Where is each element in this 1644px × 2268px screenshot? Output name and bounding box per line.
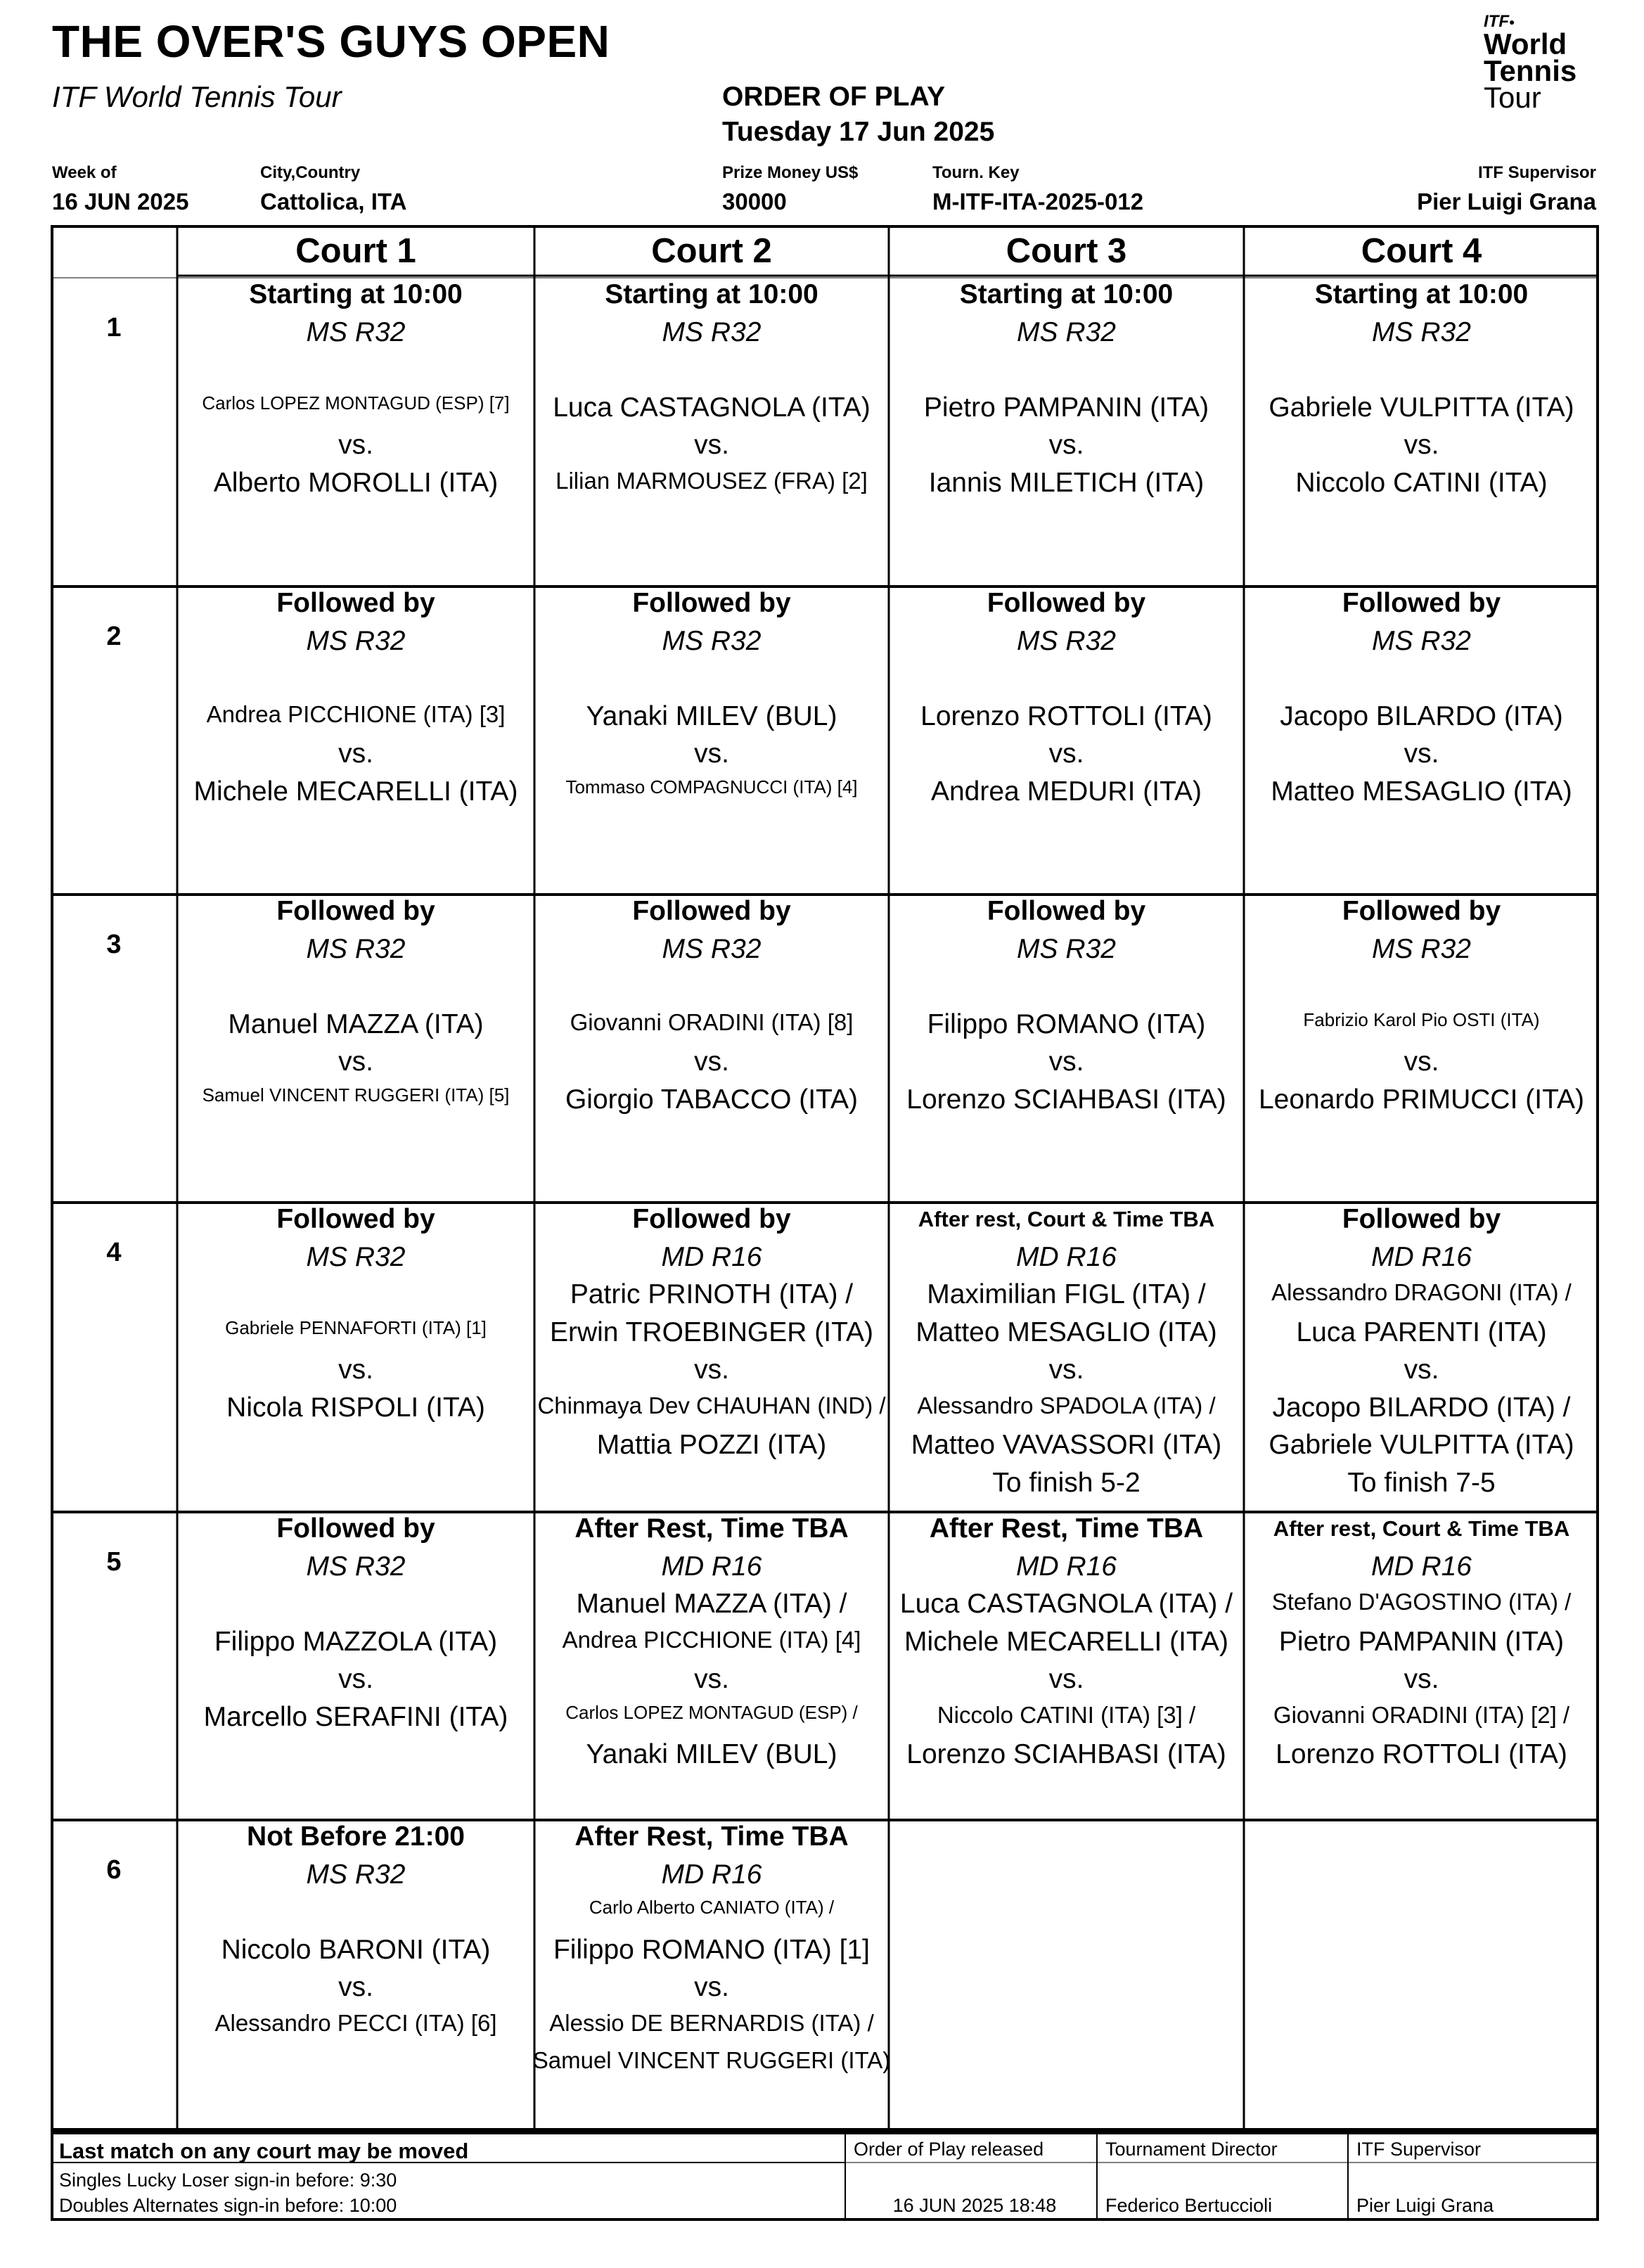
versus-label: vs. xyxy=(338,1664,373,1694)
match-cell xyxy=(1244,1820,1599,2122)
player-one: Filippo MAZZOLA (ITA) xyxy=(214,1626,498,1657)
player-one: Jacopo BILARDO (ITA) xyxy=(1280,700,1563,731)
match-header: Followed by xyxy=(276,588,435,618)
released-value: 16 JUN 2025 18:48 xyxy=(892,2195,1057,2216)
match-cell xyxy=(1244,895,1599,1197)
footer-box xyxy=(51,2133,1599,2221)
match-round: MS R32 xyxy=(306,933,406,964)
match-header: After rest, Court & Time TBA xyxy=(918,1207,1215,1231)
player-one: Gabriele VULPITTA (ITA) xyxy=(1269,392,1574,423)
versus-label: vs. xyxy=(694,1664,729,1694)
match-round: MS R32 xyxy=(306,1551,406,1582)
match-round: MD R16 xyxy=(1015,1241,1117,1272)
court-header-1: Court 1 xyxy=(295,232,416,270)
team-one-player-a: Luca CASTAGNOLA (ITA) / xyxy=(899,1589,1233,1619)
order-of-play-heading xyxy=(722,79,994,150)
player-one: Carlos LOPEZ MONTAGUD (ESP) [7] xyxy=(202,392,510,414)
versus-label: vs. xyxy=(1404,1046,1439,1077)
match-cell xyxy=(534,1512,889,1814)
player-two: Samuel VINCENT RUGGERI (ITA) [5] xyxy=(202,1084,510,1106)
player-two: Matteo MESAGLIO (ITA) xyxy=(1271,776,1572,807)
team-two-player-a: Alessandro SPADOLA (ITA) / xyxy=(917,1392,1216,1418)
match-round: MS R32 xyxy=(306,1859,406,1890)
player-two: Michele MECARELLI (ITA) xyxy=(193,776,518,807)
play-date: Tuesday 17 Jun 2025 xyxy=(722,117,995,147)
row-number: 1 xyxy=(106,313,122,342)
team-one-player-a: Stefano D'AGOSTINO (ITA) / xyxy=(1271,1589,1572,1615)
match-round: MS R32 xyxy=(662,625,762,656)
versus-label: vs. xyxy=(694,1972,729,2002)
footer-note: Last match on any court may be moved xyxy=(59,2139,469,2163)
match-cell xyxy=(534,1203,889,1505)
week-value: 16 JUN 2025 xyxy=(52,188,189,214)
prize-value: 30000 xyxy=(722,188,787,214)
team-two-player-b: Gabriele VULPITTA (ITA) xyxy=(1269,1430,1574,1460)
match-round: MS R32 xyxy=(1372,316,1471,347)
match-cell xyxy=(177,1512,534,1814)
city-label: City,Country xyxy=(260,163,361,182)
versus-label: vs. xyxy=(694,1046,729,1077)
match-header: Starting at 10:00 xyxy=(249,279,463,309)
player-one: Gabriele PENNAFORTI (ITA) [1] xyxy=(225,1316,487,1338)
itf-world-tennis-tour-logo xyxy=(1484,13,1610,125)
match-cell xyxy=(177,895,534,1197)
team-two-player-a: Giovanni ORADINI (ITA) [2] / xyxy=(1273,1701,1570,1728)
match-cell xyxy=(889,895,1244,1197)
court-header-4: Court 4 xyxy=(1361,232,1482,270)
player-one: Niccolo BARONI (ITA) xyxy=(221,1934,491,1965)
match-cell xyxy=(889,1820,1244,2122)
match-round: MS R32 xyxy=(1017,316,1116,347)
team-one-player-b: Michele MECARELLI (ITA) xyxy=(904,1626,1228,1657)
versus-label: vs. xyxy=(1404,1354,1439,1385)
team-two-player-b: Lorenzo SCIAHBASI (ITA) xyxy=(906,1739,1226,1769)
logo-itf-text: ITF● xyxy=(1484,12,1515,31)
match-cell xyxy=(889,587,1244,889)
versus-label: vs. xyxy=(1048,1664,1084,1694)
match-round: MD R16 xyxy=(1370,1241,1472,1272)
versus-label: vs. xyxy=(1404,1664,1439,1694)
versus-label: vs. xyxy=(1048,738,1084,769)
player-one: Lorenzo ROTTOLI (ITA) xyxy=(920,700,1212,731)
logo-tennis-text: Tennis xyxy=(1484,54,1577,87)
match-round: MD R16 xyxy=(661,1551,762,1582)
player-one: Manuel MAZZA (ITA) xyxy=(228,1008,484,1039)
versus-label: vs. xyxy=(694,1354,729,1385)
player-two: Iannis MILETICH (ITA) xyxy=(928,467,1205,498)
team-two-player-b: Yanaki MILEV (BUL) xyxy=(586,1739,837,1769)
row-number: 2 xyxy=(106,622,122,651)
match-cell xyxy=(1244,278,1599,580)
tourn-key-label: Tourn. Key xyxy=(932,163,1020,182)
versus-label: vs. xyxy=(694,738,729,769)
director-label: Tournament Director xyxy=(1105,2139,1278,2160)
team-one-player-a: Patric PRINOTH (ITA) / xyxy=(570,1279,854,1309)
player-two: Alessandro PECCI (ITA) [6] xyxy=(214,2009,497,2036)
match-cell xyxy=(177,1820,534,2122)
match-cell xyxy=(889,1512,1244,1814)
player-two: Niccolo CATINI (ITA) xyxy=(1295,467,1548,498)
player-one: Pietro PAMPANIN (ITA) xyxy=(923,392,1209,423)
match-header: Followed by xyxy=(632,1204,791,1234)
versus-label: vs. xyxy=(338,1972,373,2002)
team-two-player-b: Lorenzo ROTTOLI (ITA) xyxy=(1276,1739,1567,1769)
versus-label: vs. xyxy=(1048,430,1084,460)
versus-label: vs. xyxy=(1404,430,1439,460)
row-number: 5 xyxy=(106,1547,122,1577)
lucky-loser-signin: Singles Lucky Loser sign-in before: 9:30 xyxy=(59,2170,397,2191)
order-of-play-label: ORDER OF PLAY xyxy=(722,82,946,112)
logo-world-text: World xyxy=(1484,27,1567,60)
versus-label: vs. xyxy=(1048,1354,1084,1385)
player-one: Andrea PICCHIONE (ITA) [3] xyxy=(206,700,506,727)
row-number: 4 xyxy=(106,1238,122,1267)
match-header: After Rest, Time TBA xyxy=(929,1513,1204,1544)
versus-label: vs. xyxy=(694,430,729,460)
team-two-player-b: Matteo VAVASSORI (ITA) xyxy=(911,1430,1222,1460)
versus-label: vs. xyxy=(1404,738,1439,769)
match-cell xyxy=(534,1820,889,2122)
match-cell xyxy=(534,895,889,1197)
match-round: MS R32 xyxy=(1372,933,1471,964)
versus-label: vs. xyxy=(338,738,373,769)
alternates-signin: Doubles Alternates sign-in before: 10:00 xyxy=(59,2195,397,2216)
match-round: MD R16 xyxy=(661,1241,762,1272)
score-note: To finish 7-5 xyxy=(1347,1467,1496,1498)
versus-label: vs. xyxy=(338,430,373,460)
player-one: Fabrizio Karol Pio OSTI (ITA) xyxy=(1303,1008,1540,1030)
versus-label: vs. xyxy=(338,1354,373,1385)
prize-label: Prize Money US$ xyxy=(722,163,859,182)
released-label: Order of Play released xyxy=(854,2139,1044,2160)
row-number: 6 xyxy=(106,1855,122,1885)
match-cell xyxy=(534,278,889,580)
match-header: Followed by xyxy=(1342,588,1501,618)
player-one: Giovanni ORADINI (ITA) [8] xyxy=(570,1008,854,1035)
match-header: Followed by xyxy=(632,588,791,618)
match-header: Followed by xyxy=(276,896,435,926)
team-one-player-a: Manuel MAZZA (ITA) / xyxy=(576,1589,847,1619)
match-cell xyxy=(889,278,1244,580)
match-round: MS R32 xyxy=(662,316,762,347)
tourn-key-value: M-ITF-ITA-2025-012 xyxy=(932,188,1144,214)
match-cell xyxy=(177,587,534,889)
match-round: MS R32 xyxy=(662,933,762,964)
team-two-player-b: Samuel VINCENT RUGGERI (ITA) xyxy=(532,2047,891,2073)
player-one: Yanaki MILEV (BUL) xyxy=(586,700,837,731)
player-two: Giorgio TABACCO (ITA) xyxy=(565,1084,859,1115)
match-header: Followed by xyxy=(987,588,1146,618)
match-round: MS R32 xyxy=(306,1241,406,1272)
match-round: MS R32 xyxy=(1017,933,1116,964)
logo-tour-text: Tour xyxy=(1484,81,1541,114)
court-header-2: Court 2 xyxy=(651,232,772,270)
match-header: Followed by xyxy=(1342,896,1501,926)
team-one-player-a: Carlo Alberto CANIATO (ITA) / xyxy=(589,1897,835,1918)
player-two: Leonardo PRIMUCCI (ITA) xyxy=(1258,1084,1585,1115)
week-label: Week of xyxy=(52,163,117,182)
director-value: Federico Bertuccioli xyxy=(1105,2195,1273,2216)
footer-supervisor-label: ITF Supervisor xyxy=(1356,2139,1482,2160)
court-header-3: Court 3 xyxy=(1006,232,1127,270)
match-header: Followed by xyxy=(276,1513,435,1544)
match-header: Followed by xyxy=(276,1204,435,1234)
match-cell xyxy=(1244,587,1599,889)
match-round: MD R16 xyxy=(1370,1551,1472,1582)
player-two: Andrea MEDURI (ITA) xyxy=(930,776,1202,807)
player-one: Luca CASTAGNOLA (ITA) xyxy=(553,392,871,423)
supervisor-value: Pier Luigi Grana xyxy=(1417,188,1596,214)
player-two: Lorenzo SCIAHBASI (ITA) xyxy=(906,1084,1226,1115)
match-header: Starting at 10:00 xyxy=(1314,279,1529,309)
match-cell xyxy=(1244,1203,1599,1505)
team-one-player-b: Matteo MESAGLIO (ITA) xyxy=(916,1316,1217,1347)
player-two: Nicola RISPOLI (ITA) xyxy=(226,1392,485,1423)
player-one: Filippo ROMANO (ITA) xyxy=(927,1008,1206,1039)
match-round: MS R32 xyxy=(1372,625,1471,656)
team-one-player-b: Andrea PICCHIONE (ITA) [4] xyxy=(562,1626,861,1653)
match-header: Starting at 10:00 xyxy=(605,279,818,309)
match-header: After Rest, Time TBA xyxy=(574,1513,849,1544)
match-header: After rest, Court & Time TBA xyxy=(1273,1516,1570,1541)
tournament-title: THE OVER'S GUYS OPEN xyxy=(52,16,610,67)
versus-label: vs. xyxy=(338,1046,373,1077)
match-header: After Rest, Time TBA xyxy=(574,1821,849,1852)
match-cell xyxy=(177,278,534,580)
supervisor-label: ITF Supervisor xyxy=(1477,163,1596,182)
player-two: Marcello SERAFINI (ITA) xyxy=(203,1701,508,1732)
team-two-player-a: Alessio DE BERNARDIS (ITA) / xyxy=(549,2009,874,2036)
team-two-player-b: Mattia POZZI (ITA) xyxy=(596,1430,827,1460)
footer-supervisor-value: Pier Luigi Grana xyxy=(1356,2195,1494,2216)
team-one-player-b: Erwin TROEBINGER (ITA) xyxy=(549,1316,874,1347)
match-round: MD R16 xyxy=(661,1859,762,1890)
match-cell xyxy=(534,587,889,889)
match-cell xyxy=(889,1203,1244,1505)
order-of-play-grid xyxy=(51,225,1599,2133)
team-two-player-a: Niccolo CATINI (ITA) [3] / xyxy=(937,1701,1196,1728)
match-round: MS R32 xyxy=(1017,625,1116,656)
match-header: Followed by xyxy=(632,896,791,926)
team-one-player-b: Filippo ROMANO (ITA) [1] xyxy=(553,1934,870,1965)
team-one-player-b: Pietro PAMPANIN (ITA) xyxy=(1278,1626,1565,1657)
row-number: 3 xyxy=(106,930,122,959)
match-cell xyxy=(177,1203,534,1505)
team-one-player-a: Maximilian FIGL (ITA) / xyxy=(927,1279,1206,1309)
team-two-player-a: Chinmaya Dev CHAUHAN (IND) / xyxy=(537,1392,886,1418)
team-two-player-a: Carlos LOPEZ MONTAGUD (ESP) / xyxy=(565,1701,858,1723)
city-value: Cattolica, ITA xyxy=(260,188,407,214)
match-header: Starting at 10:00 xyxy=(959,279,1174,309)
match-round: MS R32 xyxy=(306,625,406,656)
match-cell xyxy=(1244,1512,1599,1814)
match-header: Followed by xyxy=(987,896,1146,926)
team-two-player-a: Jacopo BILARDO (ITA) / xyxy=(1272,1392,1571,1423)
team-one-player-b: Luca PARENTI (ITA) xyxy=(1296,1316,1547,1347)
team-one-player-a: Alessandro DRAGONI (ITA) / xyxy=(1271,1279,1572,1305)
score-note: To finish 5-2 xyxy=(992,1467,1141,1498)
match-round: MS R32 xyxy=(306,316,406,347)
match-header: Not Before 21:00 xyxy=(247,1821,465,1852)
player-two: Alberto MOROLLI (ITA) xyxy=(213,467,499,498)
player-two: Tommaso COMPAGNUCCI (ITA) [4] xyxy=(565,776,858,797)
versus-label: vs. xyxy=(1048,1046,1084,1077)
player-two: Lilian MARMOUSEZ (FRA) [2] xyxy=(556,467,868,494)
match-header: Followed by xyxy=(1342,1204,1501,1234)
tour-subtitle: ITF World Tennis Tour xyxy=(52,80,342,113)
match-round: MD R16 xyxy=(1015,1551,1117,1582)
